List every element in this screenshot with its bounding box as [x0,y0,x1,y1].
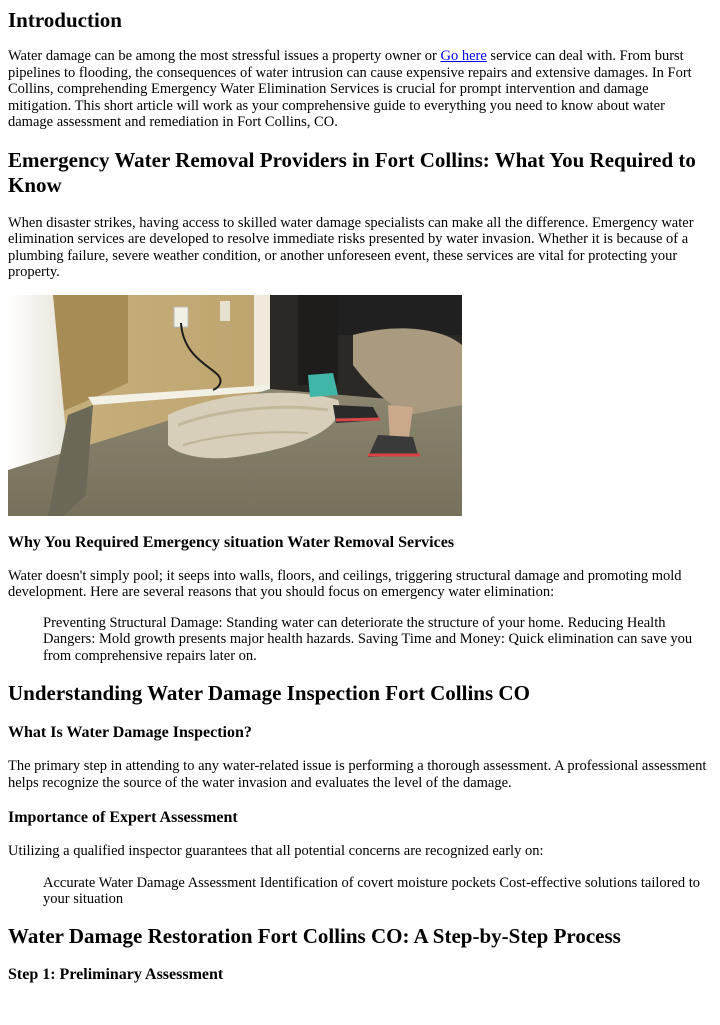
heading-what-is-inspection: What Is Water Damage Inspection? [8,724,252,741]
heading-introduction: Introduction [8,8,122,32]
intro-text-end: service can deal with. From burst pipelines to flooding, the consequences of water intrusion can cause expensive repairs and extensive damages. In Fort Collins, comprehending Emergency Water Elimination Services is crucial for prompt intervention and damage mitigation. This short article will work as your comprehensive guide to everything you need to know about water damage assessment and remediation in Fort Collins, CO. [8,48,692,130]
intro-text-start: Water damage can be among the most stressful issues a property owner or [8,48,441,64]
intro-paragraph [8,48,712,131]
inspection-paragraph: The primary step in attending to any water-related issue is performing a thorough assessment. A professional assessment helps recognize the source of the water invasion and evaluates the level of the damage. [8,758,707,791]
heading-emergency-removal: Emergency Water Removal Providers in Fort Collins: What You Required to Know [8,147,696,197]
heading-step-1: Step 1: Preliminary Assessment [8,965,224,983]
go-here-link[interactable]: Go here [440,48,487,64]
carpet-removal-image [8,295,462,516]
emergency-paragraph: When disaster strikes, having access to skilled water damage specialists can make all the difference. Emergency water elimination services are developed to resolve immediate risks presented by water invasion. Whether it is because of a plumbing failure, severe weather condition, or another unforeseen event, these services are vital for protecting your property. [8,214,694,280]
heading-understanding-inspection: Understanding Water Damage Inspection Fort Collins CO [8,681,530,705]
heading-restoration-process: Water Damage Restoration Fort Collins CO: A Step-by-Step Process [8,923,621,948]
heading-why-required: Why You Required Emergency situation Water Removal Services [8,533,455,551]
article [0,8,720,985]
why-paragraph: Water doesn't simply pool; it seeps into walls, floors, and ceilings, triggering structural damage and promoting mold development. Here are several reasons that you should focus on emergency water elimination: [8,567,682,600]
assessment-list: Accurate Water Damage Assessment Identification of covert moisture pockets Cost-effective solutions tailored to your situation [43,874,701,907]
water-damage-photo [8,295,712,516]
heading-importance: Importance of Expert Assessment [8,809,238,826]
reasons-list: Preventing Structural Damage: Standing water can deteriorate the structure of your home. Reducing Health Dangers: Mold growth presents major health hazards. Saving Time and Money: Quick elimination can save you from comprehensive repairs later on. [43,614,693,664]
importance-paragraph: Utilizing a qualified inspector guarantees that all potential concerns are recognized early on: [8,843,544,859]
